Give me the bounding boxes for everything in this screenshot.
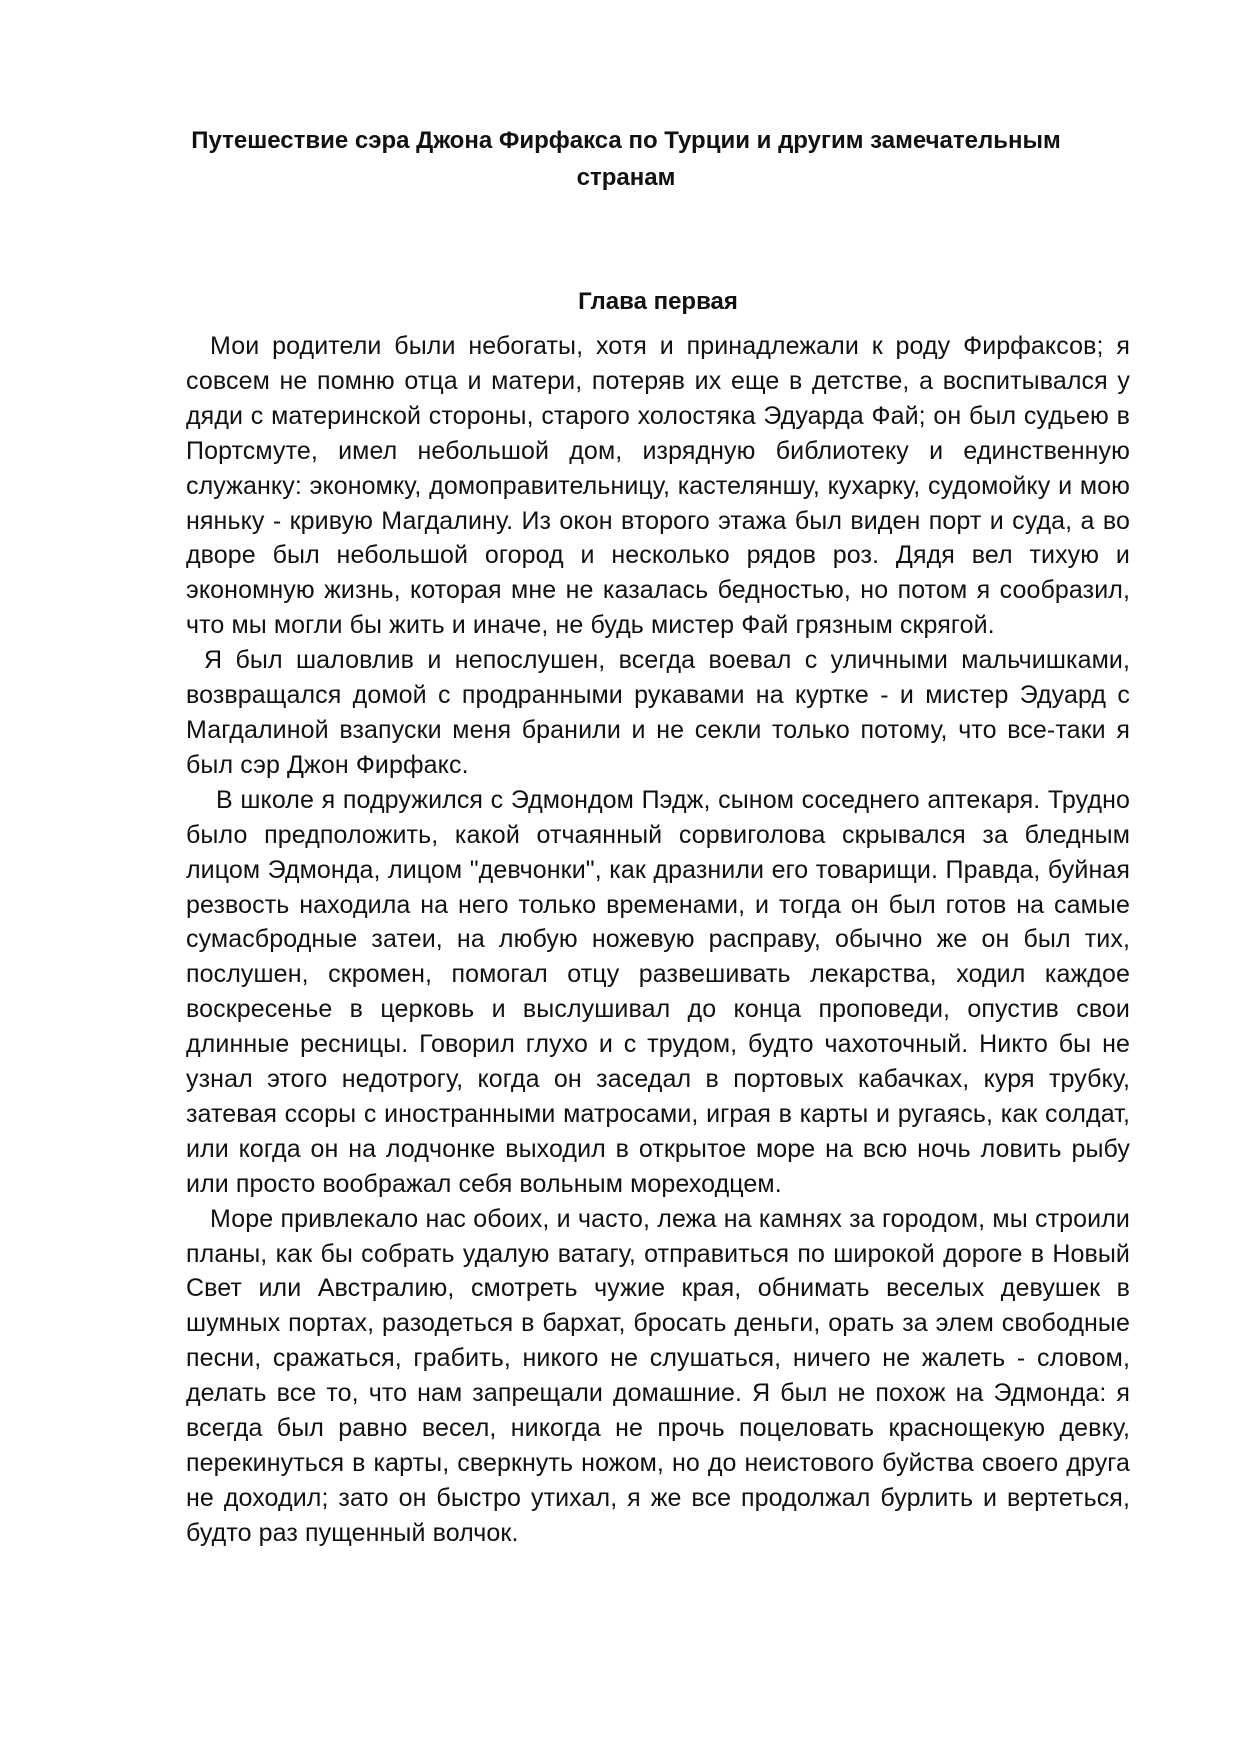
chapter-title: Глава первая (578, 288, 738, 315)
chapter-body (186, 329, 1130, 1551)
paragraph-1: Мои родители были небогаты, хотя и принадлежали к роду Фирфаксов; я совсем не помню отца и матери, потеряв их еще в детстве, а воспитывался у дяди с материнской стороны, старого холостяка Эдуарда Фай; он был судьею в Портсмуте, имел небольшой дом, изрядную библиотеку и единственную служанку: экономку, домоправительницу, кастеляншу, кухарку, судомойку и мою няньку - кривую Магдалину. Из окон второго этажа был виден порт и суда, а во дворе был небольшой огород и несколько рядов роз. Дядя вел тихую и экономную жизнь, которая мне не казалась бедностью, но потом я сообразил, что мы могли бы жить и иначе, не будь мистер Фай грязным скрягой. (186, 332, 1130, 640)
document-title: Путешествие сэра Джона Фирфакса по Турции и другим замечательным странам (191, 127, 1061, 191)
paragraph-2: Я был шаловлив и непослушен, всегда воевал с уличными мальчишками, возвращался домой с продранными рукавами на куртке - и мистер Эдуард с Магдалиной взапуски меня бранили и не секли только потому, что все-таки я был сэр Джон Фирфакс. (186, 646, 1130, 779)
paragraph-3: В школе я подружился с Эдмондом Пэдж, сыном соседнего аптекаря. Трудно было предположить, какой отчаянный сорвиголова скрывался за бледным лицом Эдмонда, лицом "девчонки", как дразнили его товарищи. Правда, буйная резвость находила на него только временами, и тогда он был готов на самые сумасбродные затеи, на любую ножевую расправу, обычно же он был тих, послушен, скромен, помогал отцу развешивать лекарства, ходил каждое воскресенье в церковь и выслушивал до конца проповеди, опустив свои длинные ресницы. Говорил глухо и с трудом, будто чахоточный. Никто бы не узнал этого недотрогу, когда он заседал в портовых кабачках, куря трубку, затевая ссоры с иностранными матросами, играя в карты и ругаясь, как солдат, или когда он на лодчонке выходил в открытое море на всю ночь ловить рыбу или просто воображал себя вольным мореходцем. (186, 785, 1130, 1198)
paragraph-4: Море привлекало нас обоих, и часто, лежа на камнях за городом, мы строили планы, как бы собрать удалую ватагу, отправиться по широкой дороге в Новый Свет или Австралию, смотреть чужие края, обнимать веселых девушек в шумных портах, разодеться в бархат, бросать деньги, орать за элем свободные песни, сражаться, грабить, никого не слушаться, ничего не жалеть - словом, делать все то, что нам запрещали домашние. Я был не похож на Эдмонда: я всегда был равно весел, никогда не прочь поцеловать краснощекую девку, перекинуться в карты, сверкнуть ножом, но до неистового буйства своего друга не доходил; зато он быстро утихал, я же все продолжал бурлить и вертеться, будто раз пущенный волчок. (186, 1204, 1130, 1547)
